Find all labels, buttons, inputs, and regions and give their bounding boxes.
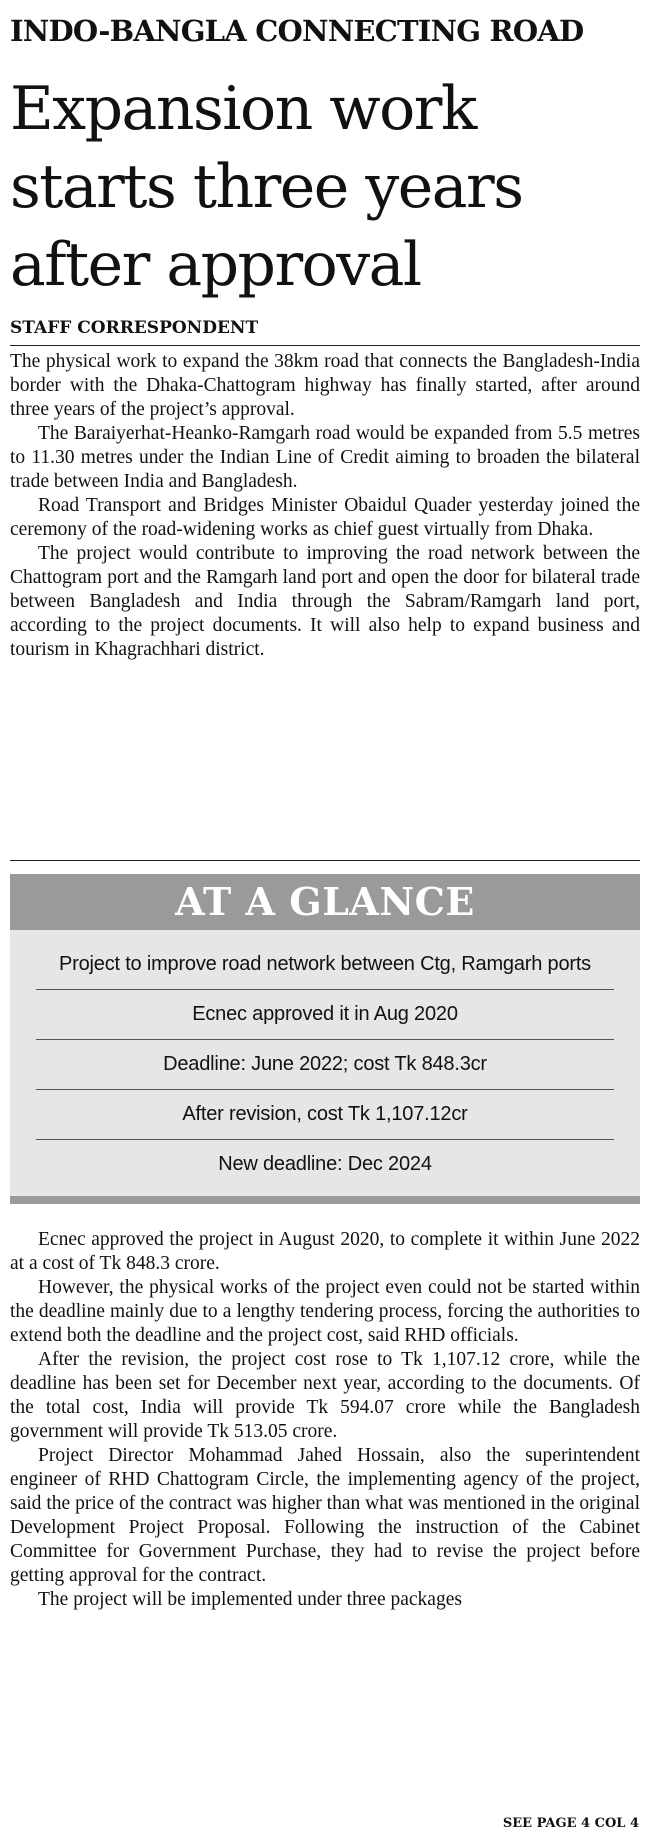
glance-item: Project to improve road network between Ctg, Ramgarh ports — [36, 940, 614, 990]
paragraph: The Baraiyerhat-Heanko-Ramgarh road would be expanded from 5.5 metres to 11.30 metres under the Indian Line of Credit aiming to broaden the bilateral trade between India and Bangladesh. — [10, 423, 640, 492]
continued-on-jump: SEE PAGE 4 COL 4 — [502, 1816, 639, 1831]
glance-item: Deadline: June 2022; cost Tk 848.3cr — [36, 1040, 614, 1090]
section-divider — [10, 860, 640, 861]
glance-item: New deadline: Dec 2024 — [218, 1153, 432, 1175]
paragraph: The project would contribute to improving the road network between the Chattogram port and the Ramgarh land port and open the door for bilateral trade between Bangladesh and India through the Sabram/Ramgarh land port, according to the project documents. It will also help to expand business and tourism in Khagrachhari district. — [10, 543, 640, 660]
glance-bottom-bar — [10, 1196, 640, 1204]
paragraph: However, the physical works of the project even could not be started within the deadline mainly due to a lengthy tendering process, forcing the authorities to extend both the deadline and the project cost, said RHD officials. — [10, 1277, 640, 1346]
article-kicker: INDO-BANGLA CONNECTING ROAD — [10, 14, 584, 48]
paragraph: Road Transport and Bridges Minister Obaidul Quader yesterday joined the ceremony of the road-widening works as chief guest virtually from Dhaka. — [10, 495, 640, 540]
paragraph: Project Director Mohammad Jahed Hossain, also the superintendent engineer of RHD Chattogram Circle, the implementing agency of the project, said the price of the contract was higher than what was mentioned in the original Development Project Proposal. Following the instruction of the Cabinet Committee for Government Purchase, they had to revise the project before getting approval for the contract. — [10, 1445, 640, 1586]
paragraph: The project will be implemented under three packages — [38, 1589, 462, 1610]
paragraph: The physical work to expand the 38km road that connects the Bangladesh-India border with the Dhaka-Chattogram highway has finally started, after around three years of the project’s approval. — [10, 351, 640, 420]
article-body-bottom — [10, 1228, 640, 1612]
paragraph: Ecnec approved the project in August 2020, to complete it within June 2022 at a cost of Tk 848.3 crore. — [10, 1229, 640, 1274]
glance-item: Ecnec approved it in Aug 2020 — [36, 990, 614, 1040]
at-a-glance-box — [10, 874, 640, 1204]
article-byline: STAFF CORRESPONDENT — [10, 318, 259, 338]
glance-title: AT A GLANCE — [10, 874, 640, 930]
article-headline: Expansion work starts three years after approval — [10, 74, 523, 300]
byline-divider — [10, 345, 640, 346]
paragraph: After the revision, the project cost rose to Tk 1,107.12 crore, while the deadline has been set for December next year, according to the documents. Of the total cost, India will provide Tk 594.07 crore while the Bangladesh government will provide Tk 513.05 crore. — [10, 1349, 640, 1442]
glance-list — [10, 940, 640, 1189]
glance-item: After revision, cost Tk 1,107.12cr — [36, 1090, 614, 1140]
article-body-top — [10, 350, 640, 662]
